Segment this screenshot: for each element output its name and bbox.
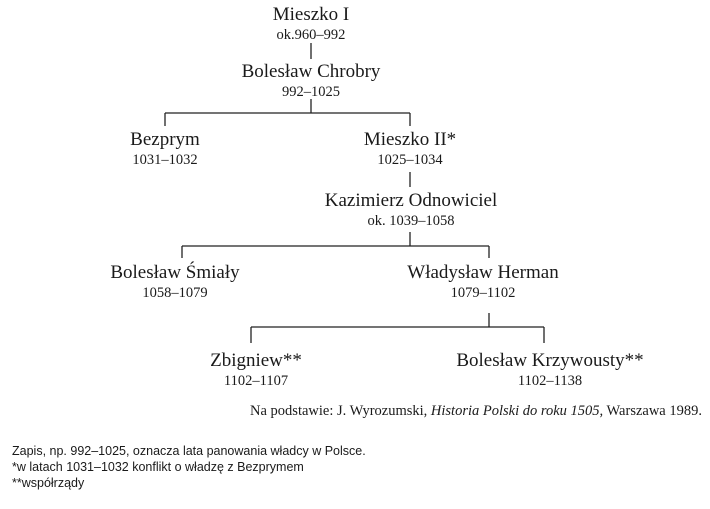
node-name: Mieszko I: [272, 4, 350, 25]
source-prefix: Na podstawie: J. Wyrozumski,: [250, 403, 431, 419]
node-name: Władysław Herman: [407, 262, 559, 283]
node-bezprym: [130, 129, 200, 169]
node-years: 1058–1079: [142, 285, 208, 301]
node-name: Mieszko II*: [363, 129, 457, 150]
node-years: 1102–1138: [517, 373, 583, 389]
node-boleslaw-krzywousty: [456, 350, 643, 390]
node-mieszko-ii: [364, 129, 456, 169]
node-name: Bezprym: [130, 129, 200, 150]
node-name: Bolesław Śmiały: [110, 262, 240, 283]
footnote-single-asterisk: *w latach 1031–1032 konflikt o władzę z Bezprymem: [12, 460, 304, 474]
source-citation: [250, 403, 702, 420]
node-zbigniew: [210, 350, 302, 390]
node-years: 1102–1107: [223, 373, 289, 389]
node-mieszko-i: [273, 4, 350, 44]
node-years: 992–1025: [281, 84, 340, 100]
footnote-date-format: Zapis, np. 992–1025, oznacza lata panowania władcy w Polsce.: [12, 444, 366, 458]
node-wladyslaw-herman: [407, 262, 558, 302]
node-years: 1025–1034: [377, 152, 443, 168]
node-name: Bolesław Chrobry: [241, 61, 381, 82]
node-name: Kazimierz Odnowiciel: [324, 190, 498, 211]
node-boleslaw-smialy: [110, 262, 239, 302]
node-years: 1031–1032: [132, 152, 198, 168]
footnotes: [12, 443, 366, 491]
node-name: Bolesław Krzywousty**: [456, 350, 644, 371]
source-book-title: Historia Polski do roku 1505,: [430, 403, 604, 419]
node-years: 1079–1102: [450, 285, 516, 301]
node-name: Zbigniew**: [210, 350, 302, 371]
node-years: ok.960–992: [276, 27, 346, 43]
node-kazimierz-odnowiciel: [325, 190, 498, 230]
node-boleslaw-chrobry: [242, 61, 381, 101]
source-suffix: Warszawa 1989.: [603, 403, 702, 419]
footnote-double-asterisk: **współrządy: [12, 476, 85, 490]
node-years: ok. 1039–1058: [367, 213, 455, 229]
